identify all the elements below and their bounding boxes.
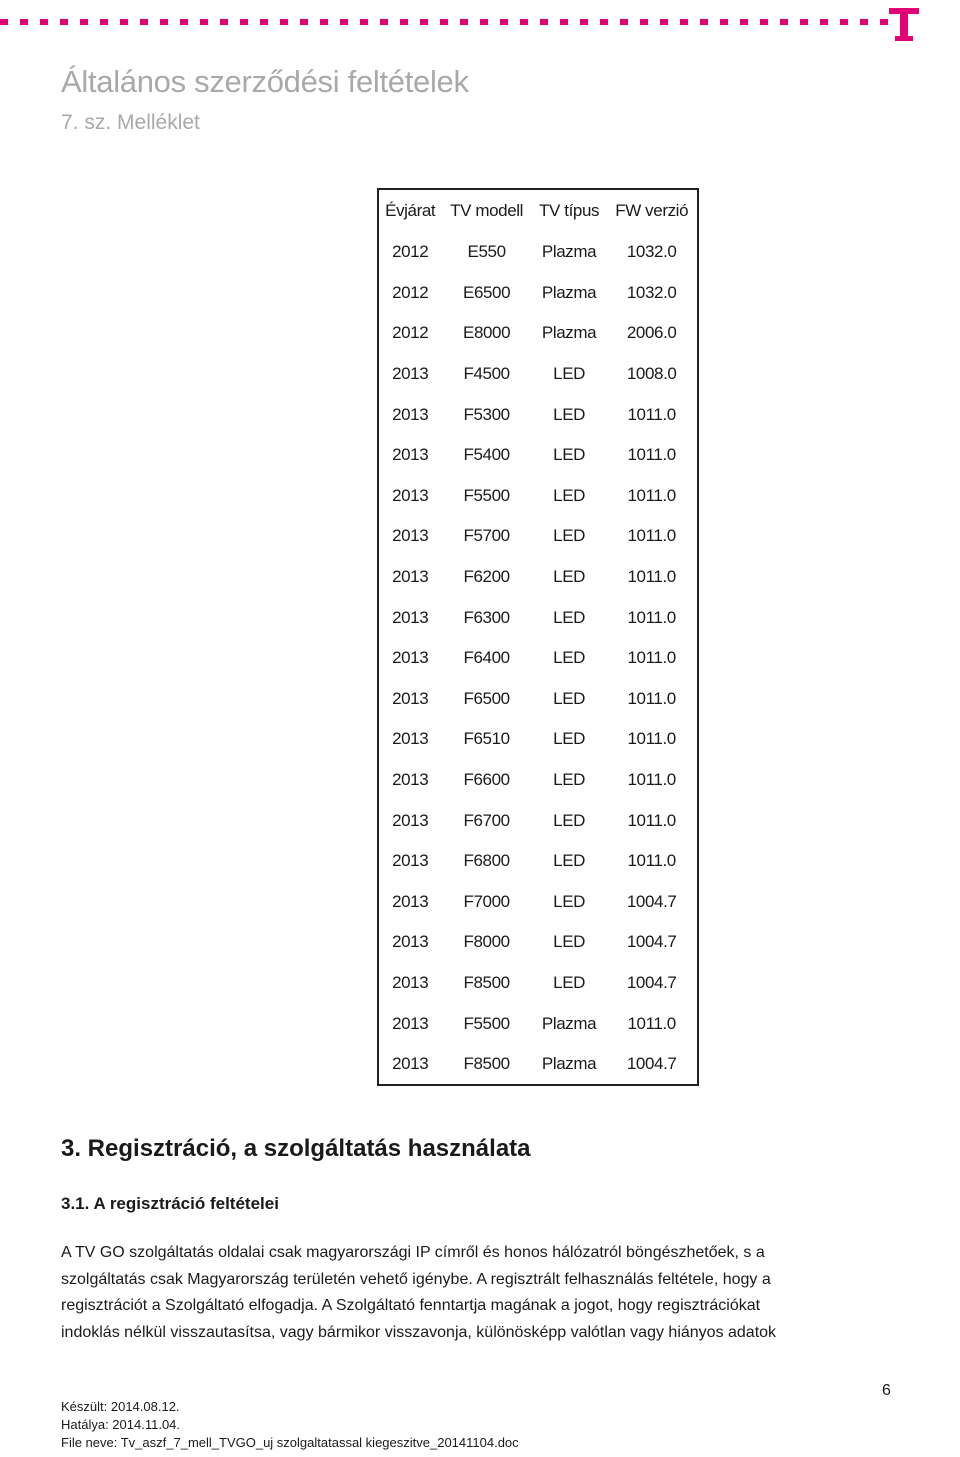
table-cell: 1032.0 xyxy=(626,242,677,262)
table-cell: 1011.0 xyxy=(627,567,676,587)
table-cell: F6800 xyxy=(463,851,510,871)
table-cell: 2013 xyxy=(392,891,429,911)
table-cell: 2012 xyxy=(392,242,429,262)
table-cell: 1011.0 xyxy=(627,851,676,871)
brand-dot xyxy=(660,19,668,25)
brand-dot xyxy=(260,19,268,25)
table-cell: F6600 xyxy=(463,770,510,790)
page-number: 6 xyxy=(882,1382,891,1399)
table-cell: 2013 xyxy=(392,729,429,749)
column-header: TV modell xyxy=(450,201,524,220)
paragraph-line: indoklás nélkül visszautasítsa, vagy bármikor visszavonja, különösképp valótlan vagy hiányos adatok xyxy=(61,1323,777,1341)
section-heading: 3. Regisztráció, a szolgáltatás használata xyxy=(61,1135,531,1162)
column-header: Évjárat xyxy=(385,201,436,220)
table-cell: F7000 xyxy=(463,891,510,911)
brand-dot xyxy=(720,19,728,25)
table-cell: 2013 xyxy=(392,932,429,952)
table-row xyxy=(378,516,698,557)
table-cell: F8500 xyxy=(463,972,510,992)
table-cell: F6400 xyxy=(463,648,510,668)
table-row xyxy=(378,597,698,638)
table-row xyxy=(378,273,698,314)
table-header-row xyxy=(378,189,698,232)
brand-dots xyxy=(0,19,888,25)
table-row xyxy=(378,800,698,841)
table-row xyxy=(378,1044,698,1086)
tv-model-table xyxy=(377,188,699,1086)
brand-dot xyxy=(880,19,888,25)
table-cell: 2013 xyxy=(392,810,429,830)
table-cell: 1011.0 xyxy=(627,729,676,749)
brand-dot xyxy=(420,19,428,25)
table-row xyxy=(378,922,698,963)
brand-dot xyxy=(220,19,228,25)
table-row xyxy=(378,841,698,882)
table-cell: 1008.0 xyxy=(626,364,677,384)
table-cell: LED xyxy=(553,607,586,627)
brand-dot xyxy=(60,19,68,25)
table-cell: Plazma xyxy=(541,282,597,302)
footer-created: Készült: 2014.08.12. xyxy=(61,1399,180,1414)
table-cell: 1011.0 xyxy=(627,648,676,668)
table-cell: F6510 xyxy=(463,729,510,749)
table-cell: LED xyxy=(553,364,586,384)
table-cell: Plazma xyxy=(541,323,597,343)
table-cell: LED xyxy=(553,729,586,749)
paragraph-line: szolgáltatás csak Magyarország területén vehető igénybe. A regisztrált felhasználás feltétele, hogy a xyxy=(61,1270,771,1288)
brand-dot xyxy=(160,19,168,25)
table-row xyxy=(378,638,698,679)
t-logo-icon xyxy=(889,2,919,42)
table-cell: 2013 xyxy=(392,688,429,708)
brand-dot xyxy=(460,19,468,25)
table-cell: E6500 xyxy=(463,282,511,302)
table-cell: 2013 xyxy=(392,770,429,790)
table-cell: 2013 xyxy=(392,445,429,465)
brand-dot xyxy=(560,19,568,25)
brand-dot xyxy=(640,19,648,25)
table-cell: 1011.0 xyxy=(627,770,676,790)
brand-dot xyxy=(340,19,348,25)
brand-dot xyxy=(280,19,288,25)
table-row xyxy=(378,882,698,923)
column-header: TV típus xyxy=(539,201,600,220)
table-cell: 1011.0 xyxy=(627,607,676,627)
brand-dot xyxy=(620,19,628,25)
brand-dot xyxy=(240,19,248,25)
table-cell: F8500 xyxy=(463,1054,510,1074)
table-cell: E8000 xyxy=(463,323,511,343)
table-cell: 1011.0 xyxy=(627,404,676,424)
table-cell: 2013 xyxy=(392,567,429,587)
table-cell: 2012 xyxy=(392,323,429,343)
table-row xyxy=(378,313,698,354)
table-cell: 2013 xyxy=(392,648,429,668)
page-subtitle: 7. sz. Melléklet xyxy=(61,111,200,134)
table-cell: LED xyxy=(553,445,586,465)
table-cell: 2013 xyxy=(392,526,429,546)
table-cell: E550 xyxy=(467,242,506,262)
brand-dot xyxy=(320,19,328,25)
table-row xyxy=(378,760,698,801)
table-cell: LED xyxy=(553,972,586,992)
brand-dot xyxy=(100,19,108,25)
table-cell: F6500 xyxy=(463,688,510,708)
table-cell: 2013 xyxy=(392,1013,429,1033)
brand-dot xyxy=(860,19,868,25)
brand-dot xyxy=(20,19,28,25)
page-footer xyxy=(61,1398,519,1452)
table-cell: F5300 xyxy=(463,404,510,424)
table-cell: 1004.7 xyxy=(626,972,677,992)
brand-dot xyxy=(700,19,708,25)
brand-dot xyxy=(540,19,548,25)
table-cell: 2013 xyxy=(392,404,429,424)
brand-dot xyxy=(0,19,8,25)
table-cell: LED xyxy=(553,404,586,424)
table-cell: 1004.7 xyxy=(626,932,677,952)
brand-dot xyxy=(80,19,88,25)
table-cell: F6700 xyxy=(463,810,510,830)
table-cell: 1011.0 xyxy=(627,445,676,465)
table-cell: 2013 xyxy=(392,607,429,627)
brand-dot xyxy=(120,19,128,25)
table-cell: 1004.7 xyxy=(626,1054,677,1074)
table-cell: 2013 xyxy=(392,485,429,505)
brand-dot xyxy=(140,19,148,25)
brand-dot xyxy=(580,19,588,25)
table-cell: 1011.0 xyxy=(627,688,676,708)
table-cell: F5500 xyxy=(463,1013,510,1033)
table-row xyxy=(378,557,698,598)
table-cell: LED xyxy=(553,688,586,708)
brand-dot xyxy=(800,19,808,25)
table-cell: 2013 xyxy=(392,851,429,871)
brand-dot xyxy=(400,19,408,25)
table-cell: LED xyxy=(553,485,586,505)
brand-dot xyxy=(520,19,528,25)
table-cell: Plazma xyxy=(541,1013,597,1033)
table-cell: 1004.7 xyxy=(626,891,677,911)
table-cell: LED xyxy=(553,648,586,668)
table-cell: F5500 xyxy=(463,485,510,505)
table-row xyxy=(378,354,698,395)
subsection-heading: 3.1. A regisztráció feltételei xyxy=(61,1194,279,1213)
table-cell: 2006.0 xyxy=(626,323,677,343)
brand-dot xyxy=(780,19,788,25)
table-cell: Plazma xyxy=(541,1054,597,1074)
table-cell: 2012 xyxy=(392,282,429,302)
table-cell: 1011.0 xyxy=(627,485,676,505)
table-cell: 2013 xyxy=(392,1054,429,1074)
table-row xyxy=(378,679,698,720)
table-cell: F5400 xyxy=(463,445,510,465)
brand-dot xyxy=(480,19,488,25)
brand-dot xyxy=(600,19,608,25)
brand-bar xyxy=(0,0,960,40)
brand-dot xyxy=(200,19,208,25)
brand-dot xyxy=(40,19,48,25)
brand-dot xyxy=(680,19,688,25)
brand-dot xyxy=(740,19,748,25)
table-cell: LED xyxy=(553,567,586,587)
brand-dot xyxy=(500,19,508,25)
brand-dot xyxy=(360,19,368,25)
table-cell: LED xyxy=(553,770,586,790)
brand-dot xyxy=(380,19,388,25)
table-row xyxy=(378,476,698,517)
body-paragraph xyxy=(61,1240,881,1346)
table-row xyxy=(378,232,698,273)
brand-dot xyxy=(180,19,188,25)
table-row xyxy=(378,963,698,1004)
table-cell: F6200 xyxy=(463,567,510,587)
table-cell: 1032.0 xyxy=(626,282,677,302)
table-cell: F4500 xyxy=(463,364,510,384)
footer-filename: File neve: Tv_aszf_7_mell_TVGO_uj szolgaltatassal kiegeszitve_20141104.doc xyxy=(61,1435,519,1450)
table-cell: F5700 xyxy=(463,526,510,546)
brand-dot xyxy=(300,19,308,25)
paragraph-line: A TV GO szolgáltatás oldalai csak magyarországi IP címről és honos hálózatról böngészhetőek, s a xyxy=(61,1244,765,1261)
table-row xyxy=(378,719,698,760)
table-row xyxy=(378,394,698,435)
table-cell: 1011.0 xyxy=(627,526,676,546)
brand-dot xyxy=(440,19,448,25)
table-cell: 1011.0 xyxy=(627,1013,676,1033)
table-row xyxy=(378,435,698,476)
table-cell: LED xyxy=(553,851,586,871)
brand-dot xyxy=(760,19,768,25)
table-cell: LED xyxy=(553,932,586,952)
column-header: FW verzió xyxy=(615,201,689,220)
table-cell: F8000 xyxy=(463,932,510,952)
table-cell: 2013 xyxy=(392,364,429,384)
table-cell: 2013 xyxy=(392,972,429,992)
page-title: Általános szerződési feltételek xyxy=(61,64,469,99)
table-cell: 1011.0 xyxy=(627,810,676,830)
table-cell: F6300 xyxy=(463,607,510,627)
table-row xyxy=(378,1003,698,1044)
brand-dot xyxy=(840,19,848,25)
table-body xyxy=(378,232,698,1085)
brand-dot xyxy=(820,19,828,25)
footer-effective: Hatálya: 2014.11.04. xyxy=(61,1417,181,1432)
table-cell: Plazma xyxy=(541,242,597,262)
table-cell: LED xyxy=(553,810,586,830)
table-cell: LED xyxy=(553,526,586,546)
table-cell: LED xyxy=(553,891,586,911)
paragraph-line: regisztrációt a Szolgáltató elfogadja. A Szolgáltató fenntartja magának a jogot, hogy regisztrációkat xyxy=(61,1297,761,1314)
